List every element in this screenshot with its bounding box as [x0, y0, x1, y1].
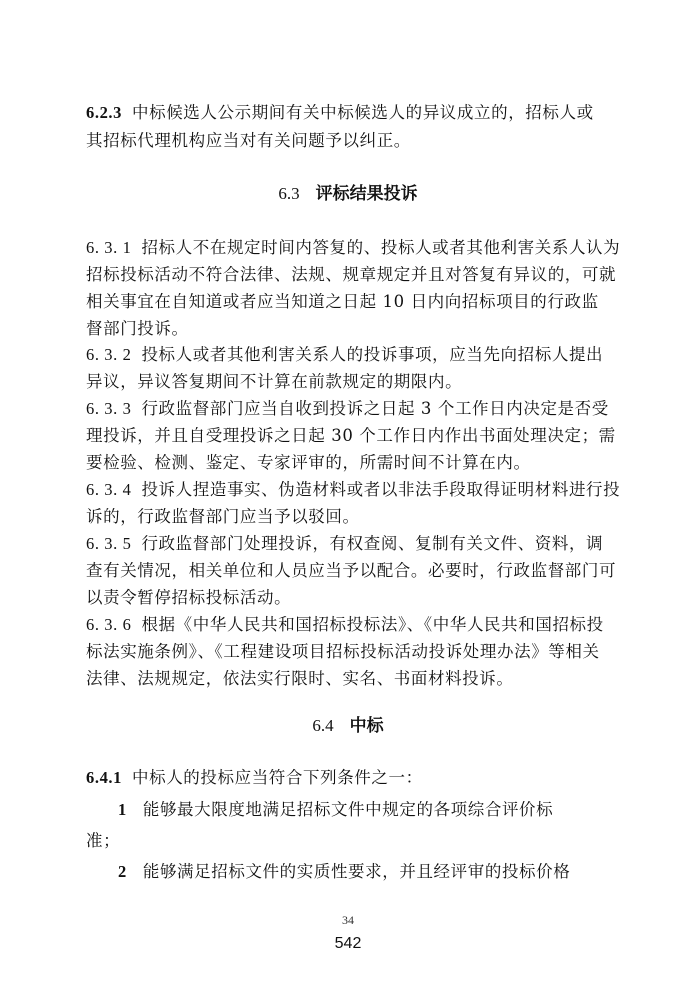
clause-number: 6. 3. 4: [86, 480, 132, 499]
clause-text: 根据《中华人民共和国招标投标法》、《中华人民共和国招标投: [141, 615, 604, 634]
heading-number: 6.4: [312, 716, 334, 735]
clause-6-3-6-line-3: 法律、法规规定，依法实行限时、实名、书面材料投诉。: [86, 669, 514, 688]
clause-6-3-6-line-2: 标法实施条例》、《工程建设项目招标投标活动投诉处理办法》等相关: [86, 642, 600, 661]
item-text: 能够最大限度地满足招标文件中规定的各项综合评价标: [142, 800, 554, 819]
clause-6-3-2-line-1: [86, 342, 626, 368]
item-number: 2: [118, 862, 127, 881]
clause-6-3-4-line-2: 诉的，行政监督部门应当予以驳回。: [86, 507, 360, 526]
item-number: 1: [118, 800, 127, 819]
section-heading-6-3: [0, 181, 696, 207]
clause-6-3-5-line-1: [86, 531, 626, 557]
clause-6-3-5-line-2: 查有关情况，相关单位和人员应当予以配合。必要时，行政监督部门可: [86, 561, 617, 580]
clause-number: 6. 3. 1: [86, 238, 132, 257]
item-1-line-1: [118, 797, 658, 823]
clause-number: 6. 3. 2: [86, 345, 132, 364]
clause-text: 行政监督部门处理投诉，有权查阅、复制有关文件、资料，调: [141, 534, 604, 553]
clause-6-3-1-line-4: 督部门投诉。: [86, 319, 189, 338]
clause-number: 6. 3. 5: [86, 534, 132, 553]
clause-6-3-6-line-1: [86, 612, 626, 638]
item-text: 能够满足招标文件的实质性要求，并且经评审的投标价格: [142, 862, 571, 881]
clause-number: 6.4.1: [86, 768, 122, 787]
clause-6-3-3-line-2: 理投诉，并且自受理投诉之日起 30 个工作日内作出书面处理决定；需: [86, 426, 616, 445]
clause-text: 中标候选人公示期间有关中标候选人的异议成立的，招标人或: [132, 103, 594, 122]
item-1-line-2: 准；: [86, 831, 121, 850]
clause-6-2-3-line-2: 其招标代理机构应当对有关问题予以纠正。: [86, 131, 411, 150]
clause-number: 6. 3. 6: [86, 615, 132, 634]
page-number-large: 542: [334, 935, 362, 952]
clause-6-3-3-line-3: 要检验、检测、鉴定、专家评审的，所需时间不计算在内。: [86, 453, 531, 472]
item-2-line-1: [118, 859, 658, 885]
clause-6-3-1-line-2: 招标投标活动不符合法律、法规、规章规定并且对答复有异议的，可就: [86, 265, 617, 284]
heading-number: 6.3: [278, 184, 300, 203]
clause-6-3-2-line-2: 异议，异议答复期间不计算在前款规定的期限内。: [86, 372, 463, 391]
clause-6-3-1-line-1: [86, 235, 626, 261]
clause-text: 投标人或者其他利害关系人的投诉事项，应当先向招标人提出: [141, 345, 604, 364]
clause-text: 中标人的投标应当符合下列条件之一：: [132, 768, 423, 787]
clause-text: 招标人不在规定时间内答复的、投标人或者其他利害关系人认为: [141, 238, 621, 257]
clause-text: 行政监督部门应当自收到投诉之日起 3 个工作日内决定是否受: [141, 399, 609, 418]
clause-6-2-3-line-1: [86, 100, 626, 126]
clause-6-4-1-line-1: [86, 765, 626, 791]
clause-6-3-3-line-1: [86, 396, 626, 422]
clause-6-3-5-line-3: 以责令暂停招标投标活动。: [86, 588, 292, 607]
clause-number: 6. 3. 3: [86, 399, 132, 418]
clause-number: 6.2.3: [86, 103, 122, 122]
page-number-small: 34: [342, 913, 354, 927]
heading-title: 评标结果投诉: [315, 184, 418, 204]
clause-text: 投诉人捏造事实、伪造材料或者以非法手段取得证明材料进行投: [141, 480, 621, 499]
clause-6-3-1-line-3: 相关事宜在自知道或者应当知道之日起 10 日内向招标项目的行政监: [86, 292, 599, 311]
section-heading-6-4: [0, 713, 696, 739]
heading-title: 中标: [349, 716, 384, 736]
clause-6-3-4-line-1: [86, 477, 626, 503]
